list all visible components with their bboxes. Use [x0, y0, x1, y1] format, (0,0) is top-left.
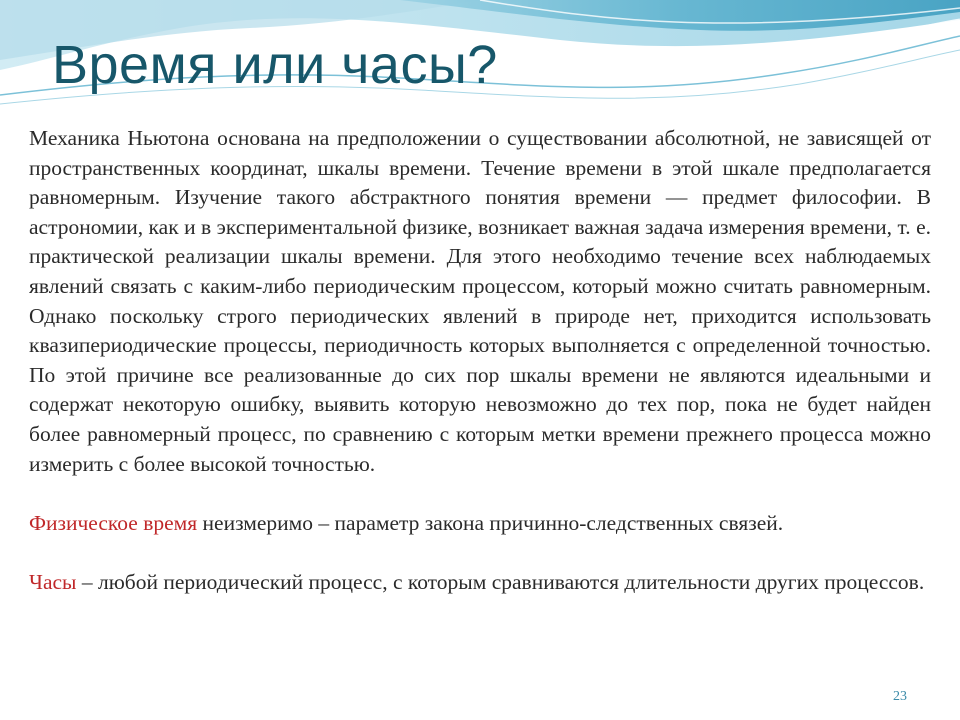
slide-body [29, 124, 931, 598]
term-clock: Часы [29, 569, 77, 594]
definition-physical-time [29, 509, 931, 539]
paragraph-spacer [29, 479, 931, 509]
paragraph-newton-mechanics: Механика Ньютона основана на предположении о существовании абсолютной, не зависящей от пространственных координат, шкалы времени. Течение времени в этой шкале предполагается равномерным. Изучение такого абстрактного понятия времени — предмет философии. В астрономии, как и в экспериментальной физике, возникает важная задача измерения времени, т. е. практической реализации шкалы времени. Для этого необходимо течение всех наблюдаемых явлений связать с каким-либо периодическим процессом, который можно считать равномерным. Однако поскольку строго периодических явлений в природе нет, приходится использовать квазипериодические процессы, периодичность которых выполняется с определенной точностью. По этой причине все реализованные до сих пор шкалы времени не являются идеальными и содержат некоторую ошибку, выявить которую невозможно до тех пор, пока не будет найден более равномерный процесс, по сравнению с которым метки времени прежнего процесса можно измерить с более высокой точностью. [29, 126, 931, 476]
definition-physical-time-text: неизмеримо – параметр закона причинно-следственных связей. [197, 510, 784, 535]
page-number: 23 [893, 689, 907, 704]
term-physical-time: Физическое время [29, 510, 198, 535]
definition-clock-text: – любой периодический процесс, с которым сравниваются длительности других процессов. [76, 569, 925, 594]
definition-clock [29, 568, 931, 598]
slide-title: Время или часы? [52, 35, 498, 95]
paragraph-spacer [29, 538, 931, 568]
